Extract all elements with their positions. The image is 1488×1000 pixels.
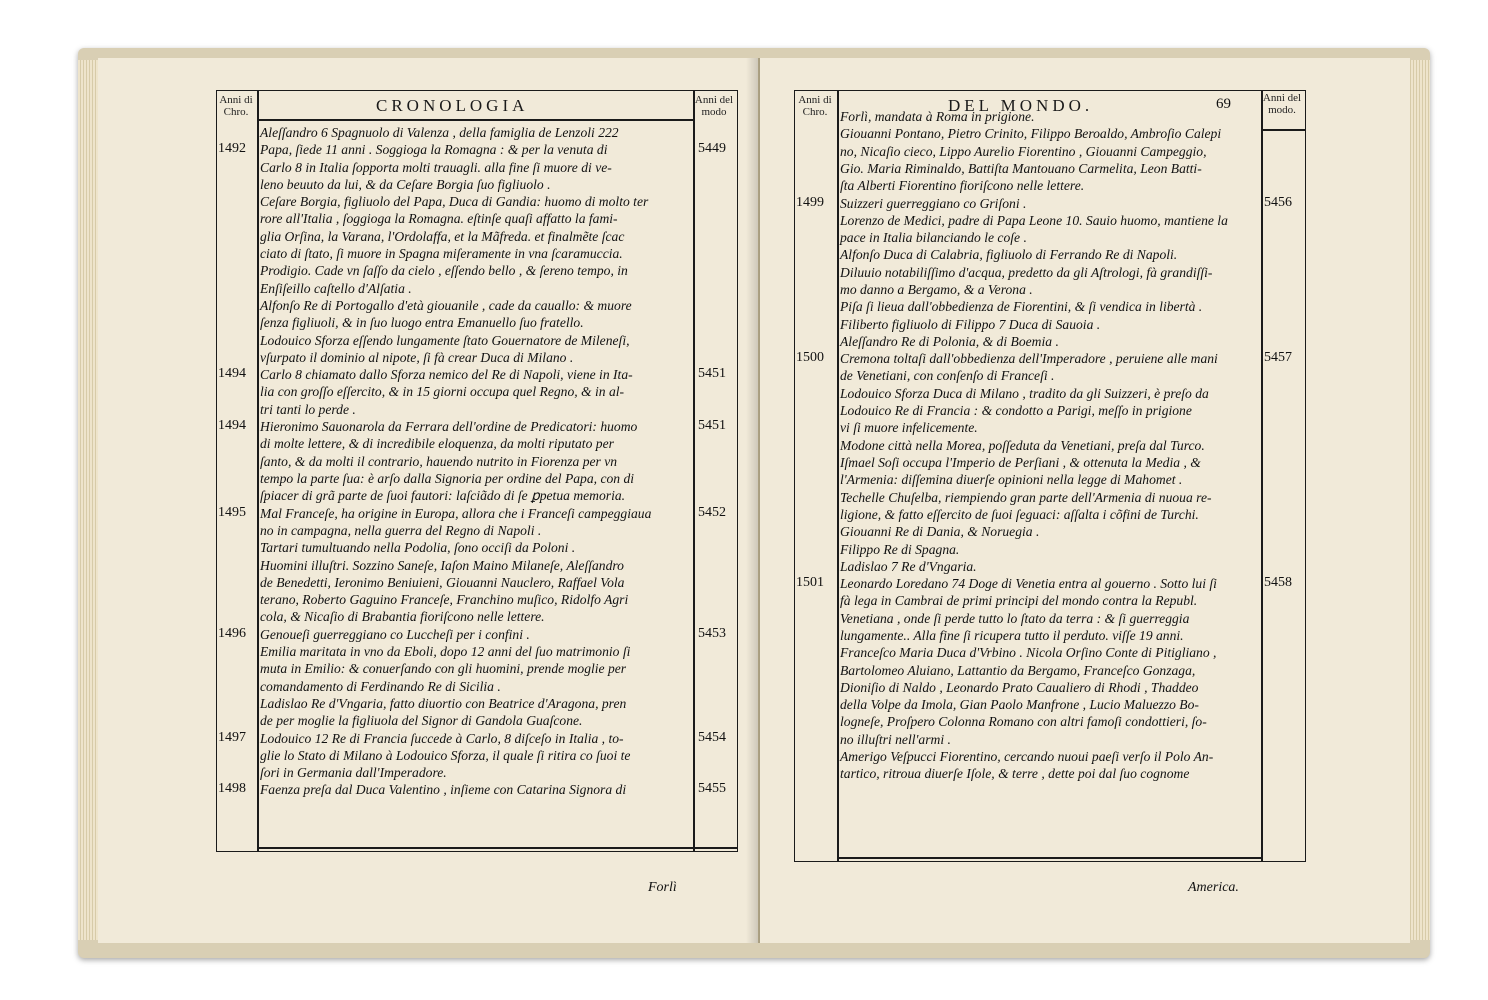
entry-row xyxy=(216,643,736,695)
entry-year: 1496 xyxy=(218,625,246,641)
entry-text: Emilia maritata in vno da Eboli, dopo 12 anni del ſuo matrimonio ſi muta in Emilio: & conuerſando con gli huomini, prende moglie per comandamento di Ferdinando Re di Sicilia . xyxy=(260,644,631,694)
entry-text: Huomini illuſtri. Sozzino Saneſe, Iaſon Maino Milaneſe, Aleſſandro de Benedetti, Ieronimo Beniuieni, Giouanni Nauclero, Raffael Vola terano, Roberto Gaguino Franceſe, Franchino muſico, Ridolfo Agri cola, & Nicaſio di Brabantia fioriſcono nelle lettere. xyxy=(260,557,629,625)
entry-row xyxy=(216,626,736,643)
left-entries xyxy=(216,124,736,854)
entry-text: Forlì, mandata à Roma in prigione. xyxy=(840,109,1035,124)
entry-row xyxy=(794,558,1304,575)
entry-text: Ladislao 7 Re d'Vngaria. xyxy=(840,558,977,574)
right-page xyxy=(760,58,1410,943)
entry-row xyxy=(216,505,736,540)
entry-text: Cremona toltaſi dall'obbedienza dell'Imperadore , peruiene alle mani de Venetiani, con conſenſo di Franceſi . xyxy=(840,351,1218,384)
left-col-header: Anni di Chro. xyxy=(219,94,253,118)
entry-mundi-year: 5456 xyxy=(1264,194,1292,210)
entry-text: Mal Franceſe, ha origine in Europa, allora che i Franceſi campeggiaua no in campagna, nella guerra del Regno di Napoli . xyxy=(260,505,652,538)
entry-mundi-year: 5453 xyxy=(698,625,726,641)
entry-text: Genoueſi guerreggiano co Luccheſi per i confini . xyxy=(260,626,530,642)
entry-text: Amerigo Veſpucci Fiorentino, cercando nuoui paeſi verſo il Polo An- tartico, ritroua diuerſe Iſole, & terre , dette poi dal ſuo cognome xyxy=(840,749,1214,782)
page-edges-left xyxy=(78,60,98,940)
entry-row xyxy=(216,781,736,798)
entry-text: Iſmael Soſi occupa l'Imperio de Perſiani , & ottenuta la Media , & l'Armenia: diſſemina diuerſe opinioni nella legge di Mahomet . xyxy=(840,455,1201,488)
entry-text: Alfonſo Re di Portogallo d'età giouanile , cade da cauallo: & muore ſenza figliuoli, & in ſuo luogo entra Emanuello ſuo fratello. xyxy=(260,298,632,331)
catchword-right: America. xyxy=(1188,880,1239,895)
entry-row xyxy=(216,141,736,193)
entry-row xyxy=(794,541,1304,558)
entry-text: Franceſco Maria Duca d'Vrbino . Nicola Orſino Conte di Pitigliano , Bartolomeo Aluiano, Lattantio da Bergamo, Franceſco Gonzaga, Dioniſio di Naldo , Leonardo Prato Caualiero di Rhodi , Thaddeo della Volpe da Imola, Gian Paolo Manfrone , Lucio Maluezzo Bo- logneſe, Proſpero Colonna Romano con altri famoſi condottieri, ſo- no illuſtri nell'armi . xyxy=(840,645,1217,747)
entry-mundi-year: 5454 xyxy=(698,729,726,745)
entry-row xyxy=(794,644,1304,748)
entry-row xyxy=(794,489,1304,524)
entry-text: Prodigio. Cade vn ſaſſo da cielo , eſſendo bello , & ſereno tempo, in Enſiſeillo caſtello d'Alſatia . xyxy=(260,263,628,296)
entry-row xyxy=(794,316,1304,333)
entry-text: Filippo Re di Spagna. xyxy=(840,541,960,557)
entry-row xyxy=(216,730,736,782)
entry-text: Aleſſandro Re di Polonia, & di Boemia . xyxy=(840,333,1059,349)
right-col-header: Anni del modo. xyxy=(1262,92,1302,116)
entry-text: Modone città nella Morea, poſſeduta da Venetiani, preſa dal Turco. xyxy=(840,437,1205,453)
left-page xyxy=(98,58,760,943)
entry-text: Techelle Chuſelba, riempiendo gran parte dell'Armenia di nuoua re- ligione, & fatto eſſercito de ſuoi ſeguaci: aſſalta i cõfini de Turchi. xyxy=(840,489,1212,522)
entry-row xyxy=(794,385,1304,437)
page-title-left: CRONOLOGIA xyxy=(376,96,529,115)
entry-mundi-year: 5457 xyxy=(1264,350,1292,366)
entry-text: Alfonſo Duca di Calabria, figliuolo di Ferrando Re di Napoli. xyxy=(840,247,1178,263)
entry-year: 1498 xyxy=(218,781,246,797)
entry-text: Leonardo Loredano 74 Doge di Venetia entra al gouerno . Sotto lui ſi fà lega in Cambrai de primi principi del mondo contra la Republ. Venetiana , onde ſi perde tutto lo ſtato da terra : & ſi guerreggia lungamente.. Alla fine ſi ricupera tutto il perduto. viſſe 19 anni. xyxy=(840,576,1217,643)
entry-row xyxy=(216,366,736,418)
entry-mundi-year: 5451 xyxy=(698,418,726,434)
entry-text: Filiberto figliuolo di Filippo 7 Duca di Sauoia . xyxy=(840,316,1101,332)
entry-year: 1497 xyxy=(218,729,246,745)
entry-text: Aleſſandro 6 Spagnuolo di Valenza , della famiglia de Lenzoli 222 xyxy=(260,125,619,140)
entry-row xyxy=(794,195,1304,212)
page-number: 69 xyxy=(1216,96,1231,112)
entry-text: Ladislao Re d'Vngaria, fatto diuortio con Beatrice d'Aragona, pren de per moglie la figliuola del Signor di Gandola Guaſcone. xyxy=(260,695,627,729)
entry-row xyxy=(794,350,1304,385)
entry-row xyxy=(794,212,1304,247)
entry-text: Tartari tumultuando nella Podolia, ſono occiſi da Poloni . xyxy=(260,540,576,556)
entry-text: Lorenzo de Medici, padre di Papa Leone 10. Sauio huomo, mantiene la pace in Italia bilanciando le coſe . xyxy=(840,212,1228,246)
entry-row xyxy=(216,695,736,730)
entry-row xyxy=(216,124,736,141)
entry-row xyxy=(794,333,1304,350)
entry-text: Hieronimo Sauonarola da Ferrara dell'ordine de Predicatori: huomo di molte lettere, & di incredibile eloquenza, da molti riputato per ſanto, & da molti il contrario, hauendo nutrito in Fiorenza per vn tempo la parte ſua: è arſo dalla Signoria per ordine del Papa, con di ſpiacer di grã parte de ſuoi fautori: laſciãdo di ſe ꝑpetua memoria. xyxy=(260,419,638,504)
entry-mundi-year: 5455 xyxy=(698,781,726,797)
entry-row xyxy=(216,557,736,626)
entry-text: Papa, ſiede 11 anni . Soggioga la Romagna : & per la venuta di Carlo 8 in Italia ſopporta molti trauagli. alla fine ſi muore di ve- leno beuuto da lui, & da Ceſare Borgia ſuo figliuolo . xyxy=(260,142,612,192)
entry-row xyxy=(794,575,1304,644)
entry-year: 1492 xyxy=(218,141,246,157)
entry-text: Carlo 8 chiamato dallo Sforza nemico del Re di Napoli, viene in Ita- lia con groſſo eſſercito, & in 15 giorni occupa quel Regno, & in al- tri tanti lo perde . xyxy=(260,367,633,417)
entry-row xyxy=(794,437,1304,454)
right-entries xyxy=(794,108,1304,848)
catchword-left: Forlì xyxy=(648,880,677,895)
entry-mundi-year: 5451 xyxy=(698,366,726,382)
entry-text: Lodouico Sforza Duca di Milano , tradito da gli Suizzeri, è preſo da Lodouico Re di Francia : & condotto a Parigi, meſſo in prigione vi ſi muore infelicemente. xyxy=(840,385,1209,436)
entry-year: 1494 xyxy=(218,366,246,382)
entry-row xyxy=(794,298,1304,315)
entry-row xyxy=(794,454,1304,489)
entry-text: Giouanni Re di Dania, & Noruegia . xyxy=(840,524,1040,540)
entry-text: Ceſare Borgia, figliuolo del Papa, Duca di Gandia: huomo di molto ter rore all'Italia , ſoggioga la Romagna. eſtinſe quaſi affatto la fami- glia Orſina, la Varana, l'Ordolaffa, et la Mãfreda. et finalmẽte ſcac ciato di ſtato, ſi muore in Spagna miſeramente in vna ſcaramuccia. xyxy=(260,194,649,262)
entry-text: Suizzeri guerreggiano co Griſoni . xyxy=(840,195,1027,211)
entry-text: Diluuio notabiliſſimo d'acqua, predetto da gli Aſtrologi, fà grandiſſi- mo danno a Bergamo, & a Verona . xyxy=(840,264,1213,297)
entry-row xyxy=(216,418,736,505)
entry-row xyxy=(216,297,736,332)
left-col-header: Anni di Chro. xyxy=(798,94,832,118)
entry-row xyxy=(216,262,736,297)
entry-text: Giouanni Pontano, Pietro Crinito, Filippo Beroaldo, Ambroſio Calepi no, Nicaſio cieco, Lippo Aurelio Fiorentino , Giouanni Campeggio, Gio. Maria Riminaldo, Battiſta Mantouano Carmelita, Leon Batti- ſta Alberti Fiorentino fioriſcono nelle lettere. xyxy=(840,126,1222,194)
right-col-header: Anni del modo xyxy=(694,94,734,118)
entry-text: Faenza preſa dal Duca Valentino , inſieme con Catarina Signora di xyxy=(260,782,627,798)
entry-row xyxy=(794,125,1304,194)
entry-row xyxy=(216,539,736,556)
entry-year: 1499 xyxy=(796,194,824,210)
page-edges-right xyxy=(1408,60,1430,940)
entry-row xyxy=(794,748,1304,783)
entry-row xyxy=(216,332,736,367)
entry-year: 1501 xyxy=(796,575,824,591)
open-book xyxy=(78,48,1430,958)
entry-text: Lodouico 12 Re di Francia ſuccede à Carlo, 8 diſceſo in Italia , to- glie lo Stato di Milano à Lodouico Sforza, il quale ſi ritira co ſuoi te ſori in Germania dall'Imperadore. xyxy=(260,730,631,781)
entry-text: Piſa ſi lieua dall'obbedienza de Fiorentini, & ſi vendica in libertà . xyxy=(840,299,1203,315)
entry-mundi-year: 5458 xyxy=(1264,575,1292,591)
entry-row xyxy=(794,246,1304,263)
entry-mundi-year: 5452 xyxy=(698,504,726,520)
entry-text: Lodouico Sforza eſſendo lungamente ſtato Gouernatore de Mileneſi, vſurpato il dominio al nipote, ſi fà crear Duca di Milano . xyxy=(260,332,630,365)
entry-mundi-year: 5449 xyxy=(698,141,726,157)
entry-row xyxy=(794,523,1304,540)
entry-year: 1495 xyxy=(218,504,246,520)
entry-row xyxy=(216,193,736,262)
entry-year: 1494 xyxy=(218,418,246,434)
entry-row xyxy=(794,264,1304,299)
entry-year: 1500 xyxy=(796,350,824,366)
entry-row xyxy=(794,108,1304,125)
page-title-right: DEL MONDO. xyxy=(948,96,1094,115)
